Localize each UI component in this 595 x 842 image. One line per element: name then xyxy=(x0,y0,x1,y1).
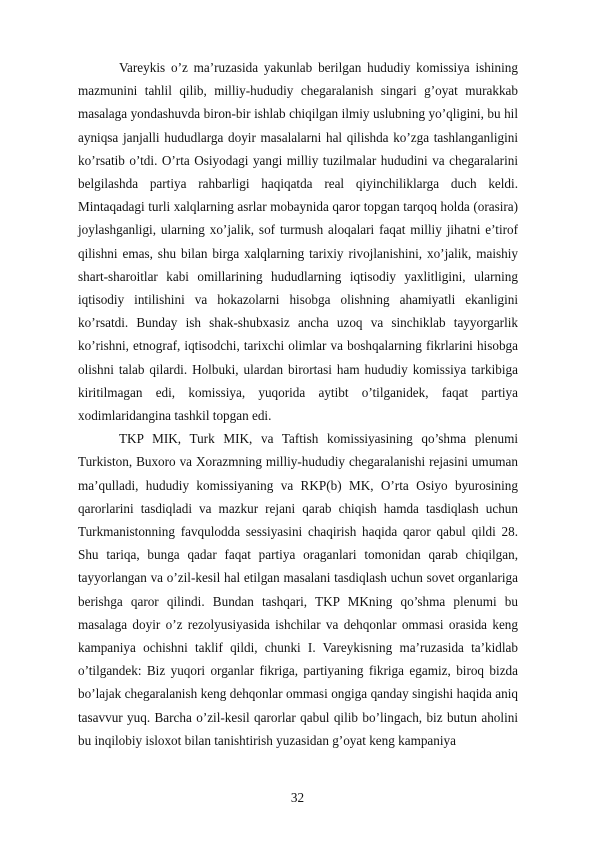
body-text xyxy=(78,56,518,752)
paragraph-2: TKP MIK, Turk MIK, va Taftish komissiyasining qo’shma plenumi Turkiston, Buxoro va Xorazmning milliy-hududiy chegaralanishi rejasini umuman ma’qulladi, hududiy komissiyaning va RKP(b) MK, O’rta Osiyo byurosining qarorlarini tasdiqladi va mazkur rejani qarab chiqish hamda tasdiqlash uchun Turkmanistonning favqulodda sessiyasini chaqirish haqida qaror qabul qildi 28. Shu tariqa, bunga qadar faqat partiya oraganlari tomonidan qarab chiqilgan, tayyorlangan va o’zil-kesil hal etilgan masalani tasdiqlash uchun sovet organlariga berishga qaror qilindi. Bundan tashqari, TKP MKning qo’shma plenumi bu masalaga doyir o’z rezolyusiyasida ishchilar va dehqonlar ommasi orasida keng kampaniya ochishni taklif qildi, chunki I. Vareykisning ma’ruzasida ta’kidlab o’tilgandek: Biz yuqori organlar fikriga, partiyaning fikriga egamiz, biroq bizda bo’lajak chegaralanish keng dehqonlar ommasi ongiga qanday singishi haqida aniq tasavvur yuq. Barcha o’zil-kesil qarorlar qabul qilib bo’lingach, biz butun aholini bu inqilobiy isloxot bilan tanishtirish yuzasidan g’oyat keng kampaniya xyxy=(78,431,518,748)
paragraph-1: Vareykis o’z ma’ruzasida yakunlab berilgan hududiy komissiya ishining mazmunini tahlil qilib, milliy-hududiy chegaralanish singari g’oyat murakkab masalaga yondashuvda biron-bir ishlab chiqilgan ilmiy uslubning yo’qligini, bu hil ayniqsa janjalli hududlarga doyir masalalarni hal qilishda ko’zga tashlanganligini ko’rsatib o’tdi. O’rta Osiyodagi yangi milliy tuzilmalar hududini va chegaralarini belgilashda partiya rahbarligi haqiqatda real qiyinchiliklarga duch keldi. Mintaqadagi turli xalqlarning asrlar mobaynida qaror topgan tarqoq holda (orasira) joylashganligi, ularning xo’jalik, sof turmush aloqalari faqat milliy jihatni e’tirof qilishni emas, shu bilan birga xalqlarning tarixiy rivojlanishini, xo’jalik, maishiy shart-sharoitlar kabi omillarining hududlarning iqtisodiy yaxlitligini, ularning iqtisodiy intilishini va hokazolarni hisobga olishning ahamiyatli ekanligini ko’rsatdi. Bunday ish shak-shubxasiz ancha uzoq va sinchiklab tayyorgarlik ko’rishni, etnograf, iqtisodchi, tarixchi olimlar va boshqalarning fikrlarini hisobga olishni talab qilardi. Holbuki, ulardan birortasi ham hududiy komissiya tarkibiga kiritilmagan edi, komissiya, yuqorida aytibt o’tilganidek, faqat partiya xodimlaridangina tashkil topgan edi. xyxy=(78,60,518,424)
page-number: 32 xyxy=(290,790,305,805)
